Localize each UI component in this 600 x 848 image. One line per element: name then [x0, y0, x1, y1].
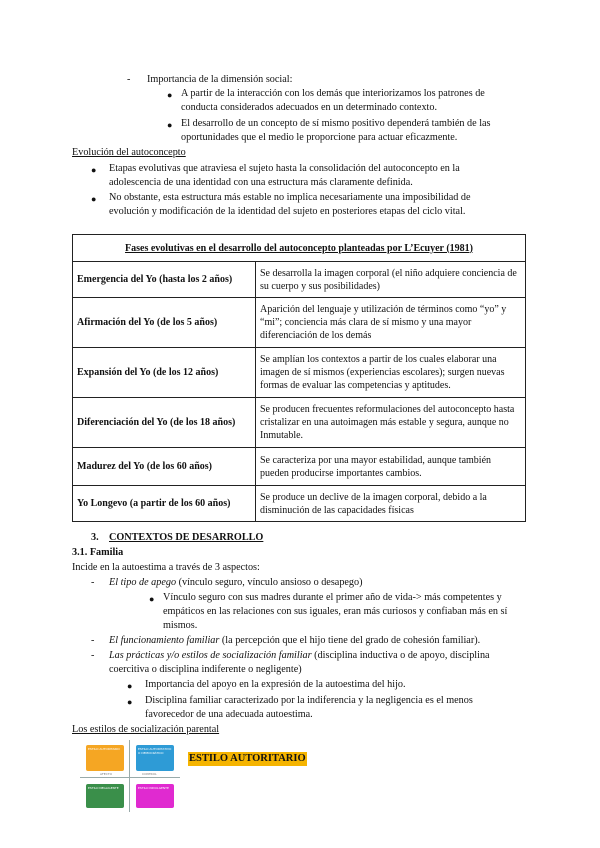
- func-line: [109, 634, 480, 648]
- subsection-title: 3.1. Familia: [72, 547, 124, 558]
- quadrant-negligent: [86, 784, 124, 808]
- evolution-bullet-2a: No obstante, esta estructura más estable no implica necesariamente una imposibilidad de: [109, 192, 471, 203]
- phases-table: [72, 234, 526, 522]
- evolution-bullet-2b: evolución y modificación de la identidad del sujeto en posteriores etapas del ciclo vital.: [109, 206, 466, 217]
- quadrant-label: ESTILO AUTORITATIVO O DEMOCRÁTICO: [138, 747, 172, 755]
- desc-cell: Aparición del lenguaje y utilización de términos como “yo” y “mi”; conciencia más clara de sí mismo y una mayor diferenciación de los demás: [256, 298, 526, 348]
- table-row: [73, 448, 526, 486]
- prac-line-2: coercitiva o disciplina indiferente o negligente): [109, 664, 302, 675]
- bullet-icon: ●: [127, 697, 133, 707]
- apego-bullet-b: empáticos en las relaciones con sus iguales, eran más curiosos y confiaban más en sí: [163, 606, 508, 617]
- phase-cell: Emergencia del Yo (hasta los 2 años): [73, 262, 256, 298]
- bullet-icon: ●: [91, 194, 97, 204]
- axis-label-left: CONTROL: [142, 772, 157, 776]
- desc-cell: Se desarrolla la imagen corporal (el niño adquiere conciencia de su cuerpo y sus posibilidades): [256, 262, 526, 298]
- apego-rest: (vínculo seguro, vínculo ansioso o desapego): [176, 577, 363, 588]
- desc-cell: Se produce un declive de la imagen corporal, debido a la disminución de las capacidades físicas: [256, 486, 526, 522]
- styles-heading: Los estilos de socialización parental: [72, 724, 220, 735]
- horizontal-axis: [80, 777, 180, 778]
- quadrant-label: ESTILO AUTORITARIO: [88, 747, 120, 751]
- desc-cell: Se caracteriza por una mayor estabilidad, aunque también pueden producirse importantes cambios.: [256, 448, 526, 486]
- prac-bullet-2a: Disciplina familiar caracterizado por la indiferencia y la negligencia es el menos: [145, 695, 473, 706]
- bullet-icon: ●: [127, 681, 133, 691]
- quadrant-authoritarian: [86, 745, 124, 771]
- bullet-icon: ●: [167, 120, 173, 130]
- table-row: [73, 348, 526, 398]
- phase-cell: Diferenciación del Yo (de los 18 años): [73, 398, 256, 448]
- social-bullet-1b: conducta considerados adecuados en un determinado contexto.: [181, 102, 438, 113]
- desc-cell: Se amplían los contextos a partir de los cuales elaborar una imagen de sí mismos (experiencias escolares); surgen nuevas formas de evaluar las competencias y aptitudes.: [256, 348, 526, 398]
- vertical-axis: [129, 740, 130, 812]
- quadrant-label: ESTILO INDULGENTE: [138, 786, 169, 790]
- prac-rest: (disciplina inductiva o de apoyo, disciplina: [311, 650, 490, 661]
- phase-cell: Afirmación del Yo (de los 5 años): [73, 298, 256, 348]
- prac-bullet-1: Importancia del apoyo en la expresión de la autoestima del hijo.: [145, 679, 406, 690]
- prac-line: [109, 649, 490, 663]
- dash-marker: -: [91, 635, 95, 646]
- evolution-bullet-1b: adolescencia de una identidad con una estructura más claramente definida.: [109, 177, 413, 188]
- quadrant-label: ESTILO NEGLIGENTE: [88, 786, 119, 790]
- section-number: 3.: [91, 532, 99, 543]
- apego-line: [109, 576, 363, 590]
- prac-bullet-2b: favorecedor de una adecuada autoestima.: [145, 709, 313, 720]
- highlighted-style: ESTILO AUTORITARIO: [189, 753, 306, 764]
- phase-cell: Yo Longevo (a partir de los 60 años): [73, 486, 256, 522]
- quadrant-indulgent: [136, 784, 174, 808]
- social-title: Importancia de la dimensión social:: [147, 74, 293, 85]
- evolution-bullet-1a: Etapas evolutivas que atraviesa el sujeto hasta la consolidación del autoconcepto en la: [109, 163, 460, 174]
- apego-bullet-c: mismos.: [163, 620, 198, 631]
- bullet-icon: ●: [149, 594, 155, 604]
- section-intro: Incide en la autoestima a través de 3 aspectos:: [72, 562, 260, 573]
- social-bullet-2a: El desarrollo de un concepto de sí mismo positivo dependerá también de las: [181, 118, 491, 129]
- desc-cell: Se producen frecuentes reformulaciones del autoconcepto hasta cristalizar en una autoimagen más estable y segura, aunque no Inmutable.: [256, 398, 526, 448]
- phase-cell: Madurez del Yo (de los 60 años): [73, 448, 256, 486]
- social-bullet-2b: oportunidades que el medio le proporcione para actuar eficazmente.: [181, 132, 458, 143]
- table-row: [73, 486, 526, 522]
- bullet-icon: ●: [91, 165, 97, 175]
- apego-bullet-a: Vínculo seguro con sus madres durante el primer año de vida-> más competentes y: [163, 592, 502, 603]
- func-term: El funcionamiento familiar: [109, 635, 220, 646]
- table-row: [73, 398, 526, 448]
- evolution-heading: Evolución del autoconcepto: [72, 147, 186, 158]
- table-row: [73, 262, 526, 298]
- dash-marker: -: [91, 650, 95, 661]
- table-row: [73, 298, 526, 348]
- section-title: CONTEXTOS DE DESARROLLO: [109, 532, 264, 543]
- phase-cell: Expansión del Yo (de los 12 años): [73, 348, 256, 398]
- dash-marker: -: [127, 74, 131, 85]
- dash-marker: -: [91, 577, 95, 588]
- quadrant-authoritative: [136, 745, 174, 771]
- axis-label-top: AFECTO: [100, 772, 112, 776]
- parenting-styles-diagram: [80, 740, 180, 812]
- prac-term: Las prácticas y/o estilos de socialización familiar: [109, 650, 312, 661]
- apego-term: El tipo de apego: [109, 577, 177, 588]
- table-title: Fases evolutivas en el desarrollo del autoconcepto planteadas por L’Ecuyer (1981): [73, 235, 526, 262]
- func-rest: (la percepción que el hijo tiene del grado de cohesión familiar).: [219, 635, 481, 646]
- bullet-icon: ●: [167, 90, 173, 100]
- social-bullet-1a: A partir de la interacción con los demás que interiorizamos los patrones de: [181, 88, 485, 99]
